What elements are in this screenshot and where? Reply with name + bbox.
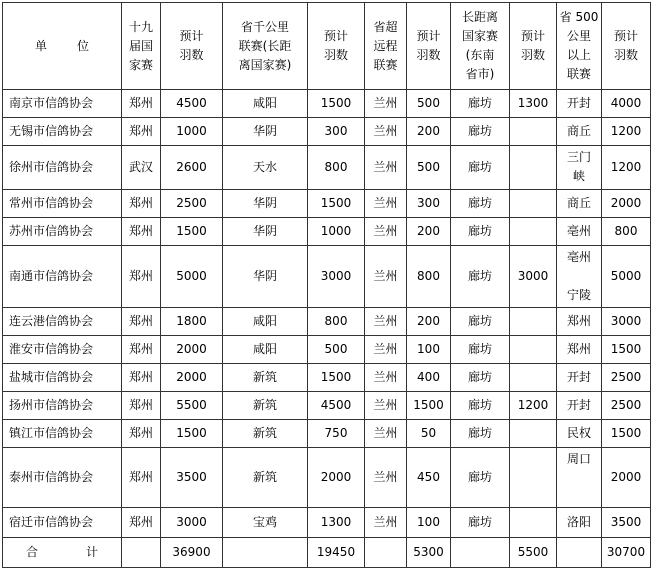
long-national-location: 廊坊 bbox=[451, 392, 510, 420]
super-long-location: 兰州 bbox=[365, 246, 407, 308]
province-500km-est: 3500 bbox=[602, 508, 651, 538]
long-national-location: 廊坊 bbox=[451, 146, 510, 190]
header-est-count: 预计 羽数 bbox=[407, 3, 451, 90]
totals-row bbox=[3, 538, 651, 568]
location-line: 华阴 bbox=[252, 224, 277, 238]
province-500km-location bbox=[557, 308, 602, 336]
province-1000km-est: 300 bbox=[308, 118, 365, 146]
location-line: 天水 bbox=[252, 160, 277, 174]
super-long-est: 400 bbox=[407, 364, 451, 392]
header-unit-part: 单 bbox=[34, 38, 47, 53]
national-19th-location: 郑州 bbox=[122, 246, 161, 308]
totals-label: 合 计 bbox=[3, 538, 122, 568]
province-1000km-location bbox=[223, 448, 308, 508]
national-19th-location: 郑州 bbox=[122, 392, 161, 420]
province-1000km-location bbox=[223, 508, 308, 538]
long-national-est bbox=[510, 508, 557, 538]
long-national-est: 3000 bbox=[510, 246, 557, 308]
location-line: 商丘 bbox=[566, 124, 591, 138]
province-500km-location bbox=[557, 190, 602, 218]
long-national-location: 廊坊 bbox=[451, 190, 510, 218]
province-1000km-est: 1300 bbox=[308, 508, 365, 538]
province-1000km-location bbox=[223, 190, 308, 218]
national-19th-location: 郑州 bbox=[122, 448, 161, 508]
super-long-est: 500 bbox=[407, 146, 451, 190]
national-19th-location: 郑州 bbox=[122, 118, 161, 146]
national-19th-location: 郑州 bbox=[122, 508, 161, 538]
national-19th-location: 郑州 bbox=[122, 190, 161, 218]
unit-name: 泰州市信鸽协会 bbox=[3, 448, 122, 508]
long-national-location: 廊坊 bbox=[451, 218, 510, 246]
unit-name: 连云港信鸽协会 bbox=[3, 308, 122, 336]
header-est-count: 预计 羽数 bbox=[510, 3, 557, 90]
super-long-location: 兰州 bbox=[365, 308, 407, 336]
province-500km-est: 1200 bbox=[602, 118, 651, 146]
province-1000km-location bbox=[223, 146, 308, 190]
header-province-1000km: 省千公里 联赛(长距 离国家赛) bbox=[223, 3, 308, 90]
location-line: 华阴 bbox=[252, 124, 277, 138]
unit-name: 常州市信鸽协会 bbox=[3, 190, 122, 218]
national-19th-est: 4500 bbox=[161, 90, 223, 118]
super-long-location: 兰州 bbox=[365, 336, 407, 364]
province-500km-est: 2000 bbox=[602, 190, 651, 218]
unit-name: 南京市信鸽协会 bbox=[3, 90, 122, 118]
location-line: 新筑 bbox=[252, 370, 277, 384]
province-500km-est: 3000 bbox=[602, 308, 651, 336]
national-19th-location: 郑州 bbox=[122, 364, 161, 392]
location-line: 开封 bbox=[566, 398, 591, 412]
super-long-location: 兰州 bbox=[365, 448, 407, 508]
province-1000km-location bbox=[223, 308, 308, 336]
header-est-count: 预计 羽数 bbox=[161, 3, 223, 90]
super-long-location: 兰州 bbox=[365, 190, 407, 218]
location-line: 亳州 bbox=[566, 224, 591, 238]
table-row bbox=[3, 448, 651, 508]
super-long-est: 1500 bbox=[407, 392, 451, 420]
header-row bbox=[3, 3, 651, 90]
unit-name: 镇江市信鸽协会 bbox=[3, 420, 122, 448]
national-19th-est: 2500 bbox=[161, 190, 223, 218]
location-line: 新筑 bbox=[252, 426, 277, 440]
location-line: 洛阳 bbox=[566, 515, 591, 529]
super-long-est: 300 bbox=[407, 190, 451, 218]
super-long-est: 100 bbox=[407, 508, 451, 538]
province-500km-est: 2000 bbox=[602, 448, 651, 508]
province-500km-location bbox=[557, 392, 602, 420]
province-1000km-est: 2000 bbox=[308, 448, 365, 508]
table-body bbox=[3, 90, 651, 538]
total-super-long-est: 5300 bbox=[407, 538, 451, 568]
long-national-est bbox=[510, 336, 557, 364]
long-national-est bbox=[510, 218, 557, 246]
unit-name: 宿迁市信鸽协会 bbox=[3, 508, 122, 538]
location-line: 宁陵 bbox=[566, 288, 591, 302]
province-1000km-est: 1500 bbox=[308, 364, 365, 392]
long-national-location: 廊坊 bbox=[451, 508, 510, 538]
national-19th-est: 2000 bbox=[161, 364, 223, 392]
province-1000km-est: 800 bbox=[308, 308, 365, 336]
location-line: 峡 bbox=[572, 169, 585, 183]
location-line: 宝鸡 bbox=[252, 515, 277, 529]
location-line: 商丘 bbox=[566, 196, 591, 210]
province-1000km-est: 750 bbox=[308, 420, 365, 448]
super-long-location: 兰州 bbox=[365, 508, 407, 538]
super-long-est: 200 bbox=[407, 308, 451, 336]
province-500km-est: 1500 bbox=[602, 420, 651, 448]
super-long-est: 50 bbox=[407, 420, 451, 448]
national-19th-est: 1800 bbox=[161, 308, 223, 336]
total-500km-est: 30700 bbox=[602, 538, 651, 568]
province-500km-est: 5000 bbox=[602, 246, 651, 308]
province-500km-est: 1500 bbox=[602, 336, 651, 364]
table-row bbox=[3, 508, 651, 538]
province-500km-location bbox=[557, 364, 602, 392]
header-19th-national: 十九 届国 家赛 bbox=[122, 3, 161, 90]
super-long-location: 兰州 bbox=[365, 392, 407, 420]
location-line: 新筑 bbox=[252, 398, 277, 412]
table-cell bbox=[223, 538, 308, 568]
table-row bbox=[3, 420, 651, 448]
province-1000km-est: 4500 bbox=[308, 392, 365, 420]
table-row bbox=[3, 308, 651, 336]
location-line: 咸阳 bbox=[252, 314, 277, 328]
national-19th-est: 3500 bbox=[161, 448, 223, 508]
province-500km-est: 800 bbox=[602, 218, 651, 246]
location-line: 亳州 bbox=[566, 250, 591, 264]
province-500km-est: 1200 bbox=[602, 146, 651, 190]
table-row bbox=[3, 246, 651, 308]
super-long-est: 200 bbox=[407, 218, 451, 246]
unit-name: 盐城市信鸽协会 bbox=[3, 364, 122, 392]
location-line: 郑州 bbox=[566, 342, 591, 356]
national-19th-est: 2000 bbox=[161, 336, 223, 364]
header-super-long: 省超 远程 联赛 bbox=[365, 3, 407, 90]
location-line: 华阴 bbox=[252, 196, 277, 210]
province-1000km-est: 800 bbox=[308, 146, 365, 190]
national-19th-location: 郑州 bbox=[122, 308, 161, 336]
header-unit bbox=[3, 3, 122, 90]
super-long-est: 100 bbox=[407, 336, 451, 364]
province-500km-location bbox=[557, 448, 602, 508]
province-500km-location bbox=[557, 336, 602, 364]
super-long-est: 500 bbox=[407, 90, 451, 118]
unit-name: 南通市信鸽协会 bbox=[3, 246, 122, 308]
province-1000km-location bbox=[223, 392, 308, 420]
super-long-est: 450 bbox=[407, 448, 451, 508]
long-national-est bbox=[510, 448, 557, 508]
long-national-location: 廊坊 bbox=[451, 336, 510, 364]
national-19th-est: 1500 bbox=[161, 420, 223, 448]
province-500km-est: 2500 bbox=[602, 392, 651, 420]
table-cell bbox=[365, 538, 407, 568]
total-19th-est: 36900 bbox=[161, 538, 223, 568]
national-19th-est: 5500 bbox=[161, 392, 223, 420]
table-row bbox=[3, 118, 651, 146]
location-line: 开封 bbox=[566, 370, 591, 384]
super-long-est: 200 bbox=[407, 118, 451, 146]
province-500km-est: 2500 bbox=[602, 364, 651, 392]
province-500km-location bbox=[557, 218, 602, 246]
table-row bbox=[3, 90, 651, 118]
table-row bbox=[3, 364, 651, 392]
long-national-est bbox=[510, 308, 557, 336]
table-cell bbox=[122, 538, 161, 568]
table-row bbox=[3, 218, 651, 246]
header-est-count: 预计 羽数 bbox=[602, 3, 651, 90]
long-national-location: 廊坊 bbox=[451, 308, 510, 336]
table-row bbox=[3, 190, 651, 218]
long-national-est bbox=[510, 364, 557, 392]
national-19th-location: 郑州 bbox=[122, 420, 161, 448]
long-national-est: 1200 bbox=[510, 392, 557, 420]
province-1000km-est: 3000 bbox=[308, 246, 365, 308]
unit-name: 苏州市信鸽协会 bbox=[3, 218, 122, 246]
national-19th-est: 3000 bbox=[161, 508, 223, 538]
province-500km-location bbox=[557, 508, 602, 538]
province-500km-location bbox=[557, 90, 602, 118]
province-500km-location bbox=[557, 146, 602, 190]
super-long-location: 兰州 bbox=[365, 146, 407, 190]
long-national-est bbox=[510, 420, 557, 448]
unit-name: 淮安市信鸽协会 bbox=[3, 336, 122, 364]
unit-name: 无锡市信鸽协会 bbox=[3, 118, 122, 146]
table-row bbox=[3, 146, 651, 190]
province-1000km-location bbox=[223, 246, 308, 308]
table-cell bbox=[557, 538, 602, 568]
long-national-location: 廊坊 bbox=[451, 118, 510, 146]
national-19th-location: 郑州 bbox=[122, 90, 161, 118]
super-long-location: 兰州 bbox=[365, 118, 407, 146]
national-19th-location: 武汉 bbox=[122, 146, 161, 190]
location-line: 周口 bbox=[566, 452, 591, 466]
province-1000km-est: 500 bbox=[308, 336, 365, 364]
province-1000km-location bbox=[223, 420, 308, 448]
location-line: 三门 bbox=[566, 150, 591, 164]
province-500km-location bbox=[557, 246, 602, 308]
header-province-500km: 省 500 公里 以上 联赛 bbox=[557, 3, 602, 90]
province-500km-location bbox=[557, 118, 602, 146]
province-1000km-location bbox=[223, 364, 308, 392]
total-1000km-est: 19450 bbox=[308, 538, 365, 568]
province-1000km-location bbox=[223, 336, 308, 364]
location-line: 开封 bbox=[566, 96, 591, 110]
long-national-location: 廊坊 bbox=[451, 448, 510, 508]
super-long-location: 兰州 bbox=[365, 218, 407, 246]
province-1000km-location bbox=[223, 118, 308, 146]
super-long-location: 兰州 bbox=[365, 420, 407, 448]
long-national-location: 廊坊 bbox=[451, 364, 510, 392]
unit-name: 徐州市信鸽协会 bbox=[3, 146, 122, 190]
location-line: 咸阳 bbox=[252, 342, 277, 356]
location-line: 新筑 bbox=[252, 470, 277, 484]
province-1000km-est: 1000 bbox=[308, 218, 365, 246]
super-long-location: 兰州 bbox=[365, 364, 407, 392]
long-national-est bbox=[510, 190, 557, 218]
province-500km-location bbox=[557, 420, 602, 448]
province-1000km-location bbox=[223, 218, 308, 246]
location-line: 华阴 bbox=[252, 269, 277, 283]
header-unit-part: 位 bbox=[77, 38, 90, 53]
long-national-location: 廊坊 bbox=[451, 90, 510, 118]
super-long-location: 兰州 bbox=[365, 90, 407, 118]
table-cell bbox=[451, 538, 510, 568]
national-19th-est: 1500 bbox=[161, 218, 223, 246]
long-national-location: 廊坊 bbox=[451, 420, 510, 448]
table-row bbox=[3, 392, 651, 420]
national-19th-est: 1000 bbox=[161, 118, 223, 146]
long-national-est: 1300 bbox=[510, 90, 557, 118]
location-line: 咸阳 bbox=[252, 96, 277, 110]
table-row bbox=[3, 336, 651, 364]
province-1000km-location bbox=[223, 90, 308, 118]
header-long-national: 长距离 国家赛 (东南 省市) bbox=[451, 3, 510, 90]
province-1000km-est: 1500 bbox=[308, 90, 365, 118]
national-19th-location: 郑州 bbox=[122, 336, 161, 364]
header-est-count: 预计 羽数 bbox=[308, 3, 365, 90]
location-line: 民权 bbox=[566, 426, 591, 440]
pigeon-race-table bbox=[2, 2, 651, 568]
unit-name: 扬州市信鸽协会 bbox=[3, 392, 122, 420]
location-line bbox=[557, 267, 601, 286]
long-national-location: 廊坊 bbox=[451, 246, 510, 308]
location-line: 郑州 bbox=[566, 314, 591, 328]
long-national-est bbox=[510, 118, 557, 146]
super-long-est: 800 bbox=[407, 246, 451, 308]
long-national-est bbox=[510, 146, 557, 190]
national-19th-est: 5000 bbox=[161, 246, 223, 308]
province-1000km-est: 1500 bbox=[308, 190, 365, 218]
province-500km-est: 4000 bbox=[602, 90, 651, 118]
national-19th-location: 郑州 bbox=[122, 218, 161, 246]
total-long-national-est: 5500 bbox=[510, 538, 557, 568]
national-19th-est: 2600 bbox=[161, 146, 223, 190]
